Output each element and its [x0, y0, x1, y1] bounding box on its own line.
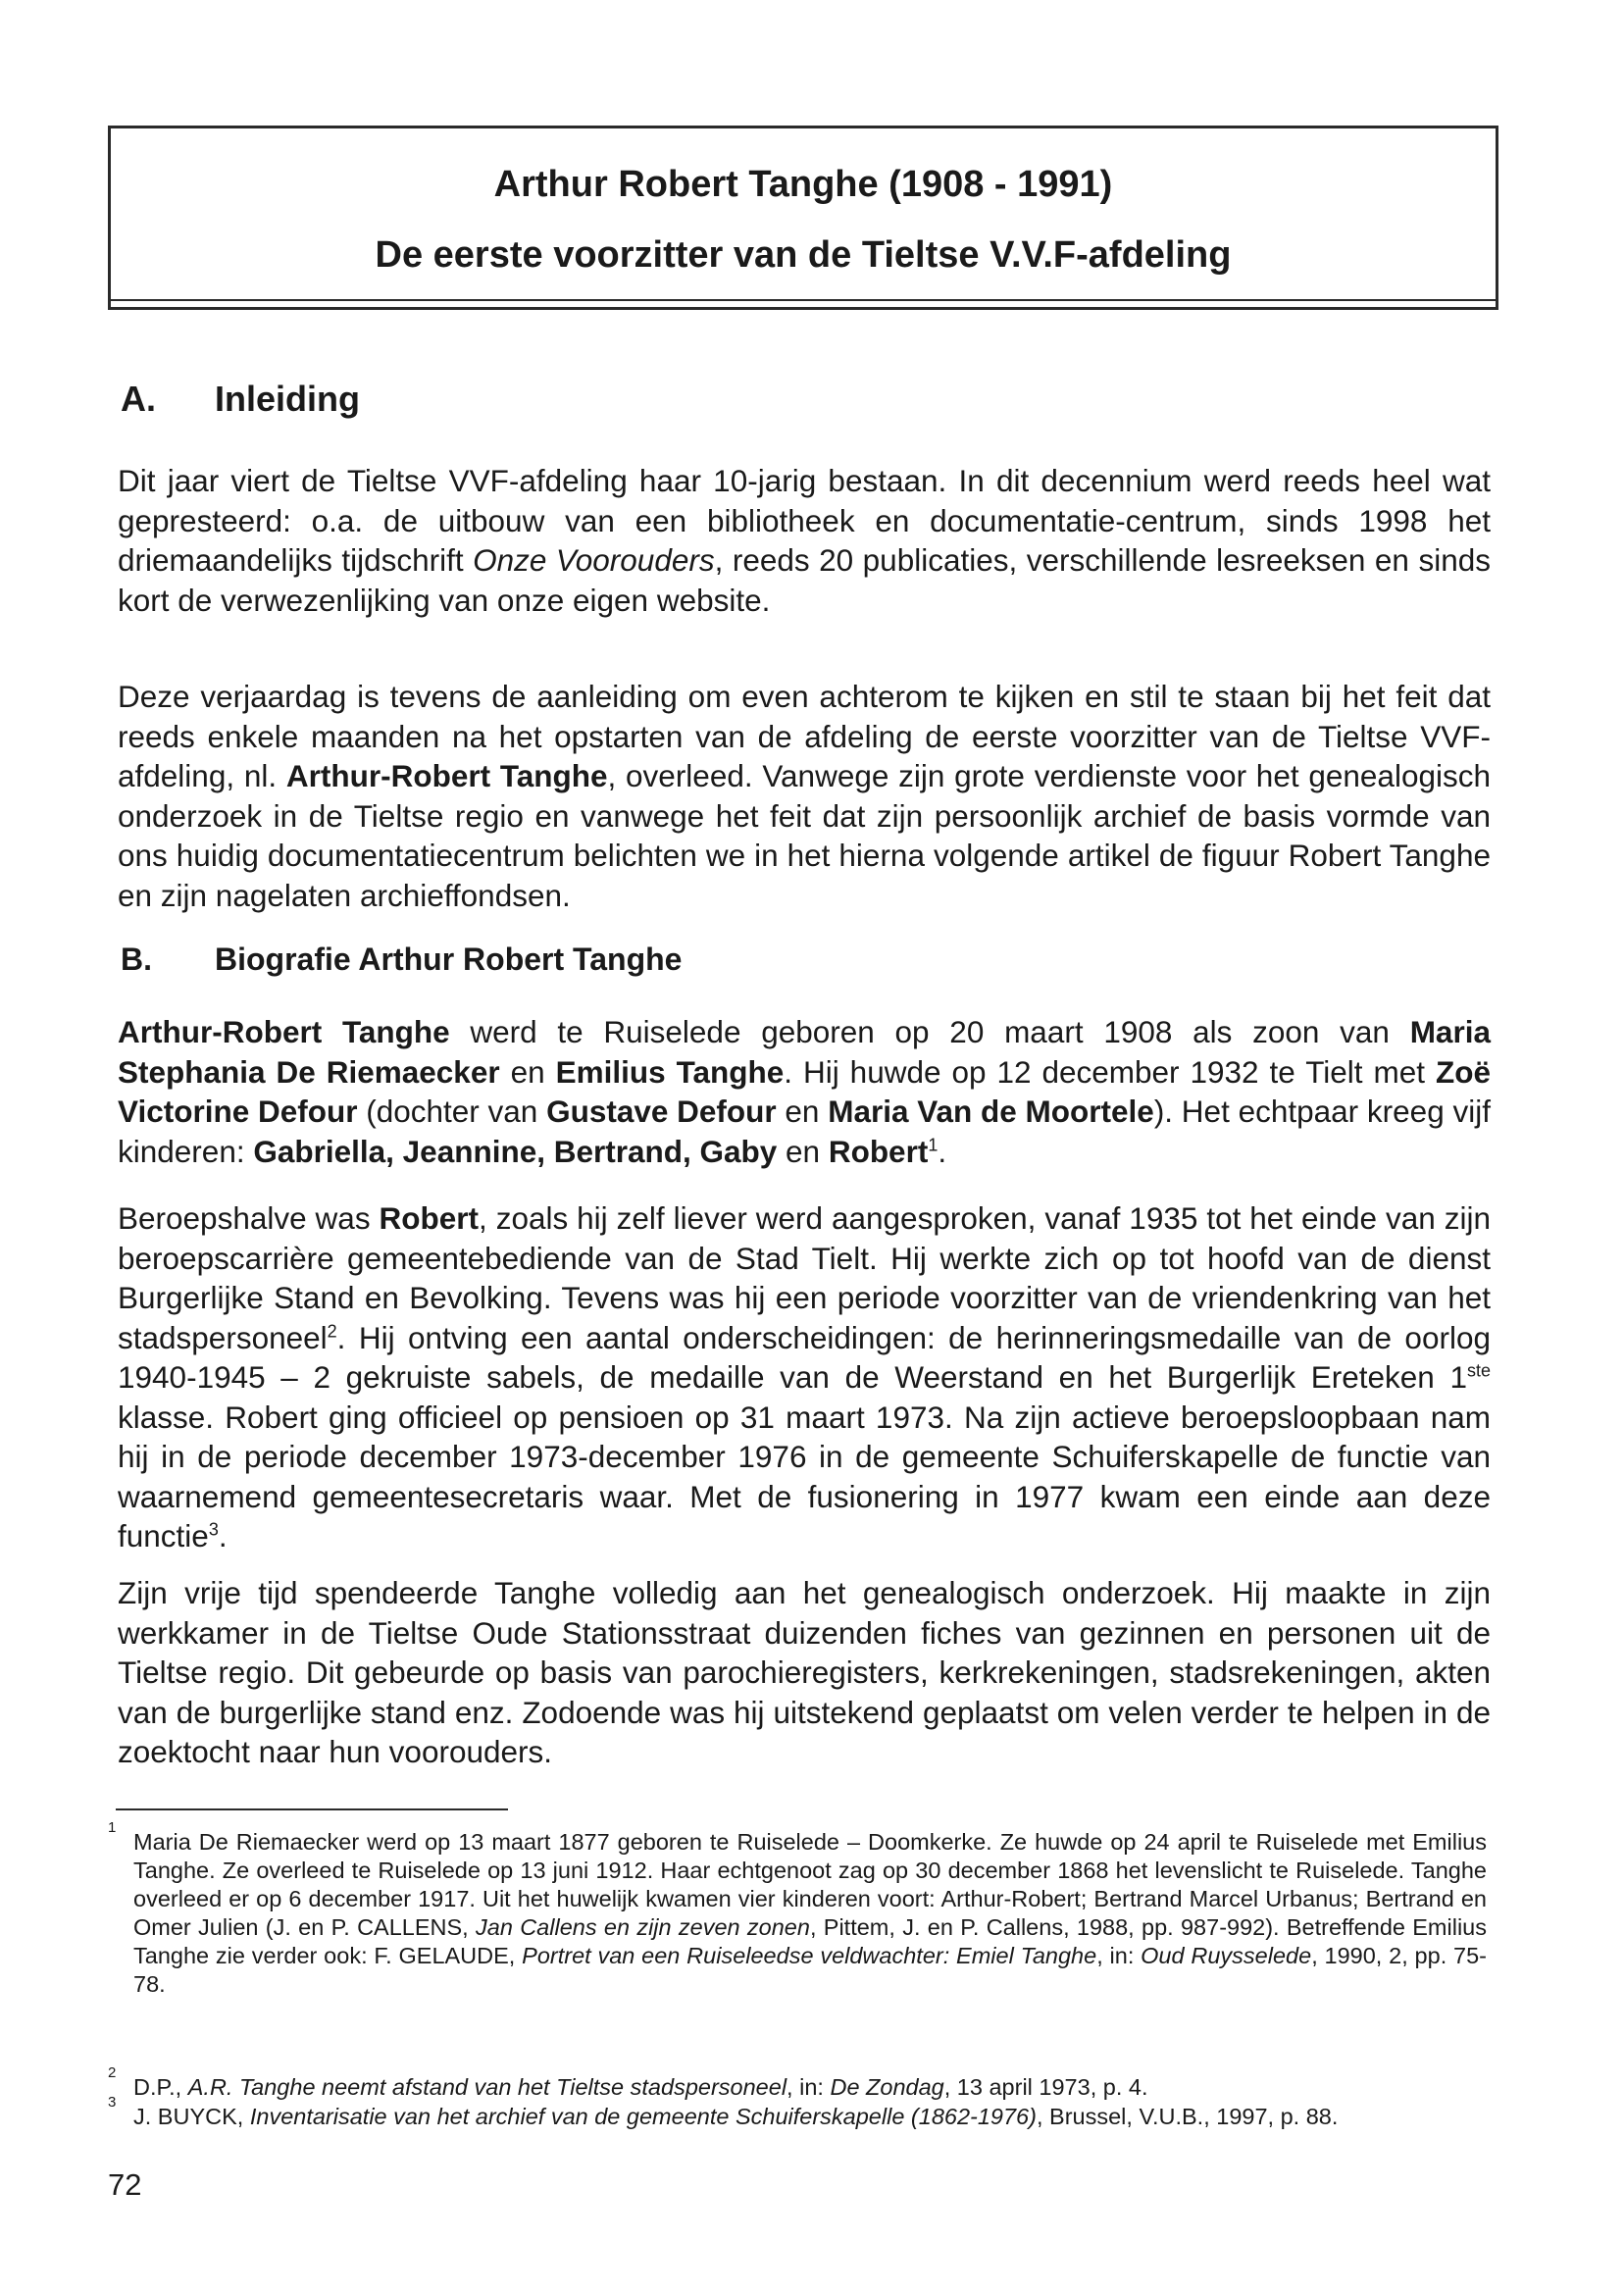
name-bold: Maria Stephania De Riemaecker — [118, 1014, 1491, 1090]
article-title-ref: A.R. Tanghe neemt afstand van het Tieltse stadspersoneel — [187, 2074, 787, 2100]
bio-paragraph-1 — [118, 1012, 1491, 1171]
name-bold: Emilius Tanghe — [555, 1053, 785, 1090]
journal-title: Onze Voorouders — [473, 542, 715, 578]
text: werd te Ruiselede geboren op 20 maart 1908 als zoon van — [449, 1014, 1410, 1049]
article-title-ref: Portret van een Ruiseleedse veldwachter: Emiel Tanghe — [522, 1943, 1097, 1968]
footnote-ref: 2 — [327, 1321, 337, 1341]
section-a-title: Inleiding — [215, 379, 360, 419]
text: D.P., — [133, 2074, 188, 2100]
section-a-letter: A. — [121, 379, 156, 419]
footnote-ref: 3 — [208, 1519, 219, 1540]
section-b-title: Biografie Arthur Robert Tanghe — [215, 942, 683, 977]
name-bold: Maria Van de Moortele — [828, 1094, 1154, 1129]
bio-paragraph-3 — [118, 1573, 1491, 1772]
text: , reeds 20 publicaties, verschillende lesreeksen en sinds kort de verwezenlijking van onze eigen website. — [118, 542, 1491, 618]
bio-paragraph-2 — [118, 1198, 1491, 1556]
section-a-heading — [121, 379, 360, 420]
text: , 1990, 2, pp. 75-78. — [133, 1943, 1487, 1997]
footnote-3: $^3$J. BUYCK, Inventarisatie van het archief van de gemeente Schuiferskapelle (1862-1976), Brussel, V.U.B., 1997, p. 88. — [108, 2094, 1339, 2129]
journal-title: Oud Ruysselede — [1141, 1943, 1312, 1968]
text: . — [938, 1133, 947, 1169]
name-bold: Robert — [828, 1133, 929, 1169]
text: , in: — [787, 2074, 831, 2100]
article-title: Arthur Robert Tanghe (1908 - 1991) — [493, 164, 1113, 205]
text: en — [499, 1053, 556, 1090]
name-bold: Gabriella, Jeannine, Bertrand, Gaby — [253, 1133, 778, 1169]
text: (dochter van — [357, 1094, 547, 1129]
text: Dit jaar viert de Tieltse VVF-afdeling haar 10-jarig bestaan. In dit decennium werd reeds heel wat gepresteerd: o.a. de uitbouw van een bibliotheek en documentatie-centrum, sinds 1998 het driemaandelijks tijdschrift — [118, 463, 1491, 578]
name-bold: Arthur-Robert Tanghe — [285, 758, 608, 793]
text: . Hij huwde op 12 december 1932 te Tielt met — [784, 1053, 1436, 1090]
text: klasse. Robert ging officieel op pensioen op 31 maart 1973. Na zijn actieve beroepsloopbaan nam hij in de periode december 1973-december 1976 in de gemeente Schuiferskapelle de functie van waarnemend gemeentesecretaris waar. Met de fusionering in 1977 kwam een einde aan deze functie — [118, 1399, 1491, 1553]
text: Deze verjaardag is tevens de aanleiding om even achterom te kijken en stil te staan bij het feit dat reeds enkele maanden na het opstarten van de afdeling de eerste voorzitter van de Tieltse VVF-afdeling, nl. — [118, 679, 1491, 793]
article-subtitle: De eerste voorzitter van de Tieltse V.V.F-afdeling — [375, 234, 1232, 276]
footnote-1: $^1$Maria De Riemaecker werd op 13 maart 1877 geboren te Ruiselede – Doomkerke. Ze huwde op 24 april te Ruiselede met Emilius Tanghe. Ze overleed te Ruiselede op 13 juni 1912. Haar echtgenoot zag op 30 december 1868 het levenslicht te Ruiselede. Tanghe overleed er op 6 december 1917. Uit het huwelijk kwamen vier kinderen voort: Arthur-Robert; Bertrand Marcel Urbanus; Bertrand en Omer Julien (J. en P. CALLENS, Jan Callens en zijn zeven zonen, Pittem, J. en P. Callens, 1988, pp. 987-992). Betreffende Emilius Tanghe zie verder ook: F. GELAUDE, Portret van een Ruiseleedse veldwachter: Emiel Tanghe, in: Oud Ruysselede, 1990, 2, pp. 75-78. — [108, 1819, 1487, 1997]
section-b-letter: B. — [121, 942, 152, 977]
title-box — [108, 126, 1498, 310]
text: , in: — [1096, 1943, 1142, 1968]
book-title: Inventarisatie van het archief van de gemeente Schuiferskapelle (1862-1976) — [249, 2104, 1037, 2129]
text: , 13 april 1973, p. 4. — [943, 2074, 1148, 2100]
text: . Hij ontving een aantal onderscheidingen: de herinneringsmedaille van de oorlog 1940-1945 – 2 gekruiste sabels, de medaille van de Weerstand en het Burgerlijk Ereteken 1 — [118, 1319, 1491, 1395]
ordinal-suffix: ste — [1466, 1360, 1491, 1381]
text: Maria De Riemaecker werd op 13 maart 1877 geboren te Ruiselede – Doomkerke. Ze huwde op 24 april te Ruiselede met Emilius Tanghe. Ze overleed te Ruiselede op 13 juni 1912. Haar echtgenoot zag op 30 december 1868 het levenslicht te Ruiselede. Tanghe overleed er op 6 december 1917. Uit het huwelijk kwamen vier kinderen voort: Arthur-Robert; Bertrand Marcel Urbanus; Bertrand en Omer Julien (J. en P. CALLENS, — [133, 1829, 1487, 1940]
text: ). Het echtpaar kreeg vijf kinderen: — [118, 1094, 1491, 1169]
text: , Pittem, J. en P. Callens, 1988, pp. 987-992). Betreffende Emilius Tanghe zie verder ook: F. GELAUDE, — [133, 1914, 1487, 1968]
text: . — [218, 1518, 228, 1553]
text: Beroepshalve was — [118, 1200, 380, 1236]
title-box-rule — [111, 299, 1496, 301]
footnote-2: $^2$D.P., A.R. Tanghe neemt afstand van het Tieltse stadspersoneel, in: De Zondag, 13 april 1973, p. 4. — [108, 2064, 1148, 2100]
name-bold: Robert — [379, 1200, 480, 1236]
intro-paragraph-1 — [118, 461, 1491, 620]
text: , overleed. Vanwege zijn grote verdienste voor het genealogisch onderzoek in de Tieltse regio en vanwege het feit dat zijn persoonlijk archief de basis vormde van ons huidig documentatiecentrum belichten we in het hierna volgende artikel de figuur Robert Tanghe en zijn nagelaten archieffondsen. — [118, 758, 1491, 913]
book-title: Jan Callens en zijn zeven zonen — [476, 1914, 810, 1940]
intro-paragraph-2 — [118, 677, 1491, 915]
text: Zijn vrije tijd spendeerde Tanghe volledig aan het genealogisch onderzoek. Hij maakte in zijn werkkamer in de Tieltse Oude Stationsstraat duizenden fiches van gezinnen en personen uit de Tieltse regio. Dit gebeurde op basis van parochieregisters, kerkrekeningen, stadsrekeningen, akten van de burgerlijke stand enz. Zodoende was hij uitstekend geplaatst om velen verder te helpen in de zoektocht naar hun voorouders. — [118, 1575, 1491, 1769]
page-number: 72 — [108, 2167, 142, 2202]
text: en — [777, 1133, 829, 1169]
section-b-heading — [121, 942, 682, 978]
footnote-separator — [116, 1808, 508, 1810]
name-bold: Arthur-Robert Tanghe — [118, 1014, 450, 1049]
name-bold: Gustave Defour — [546, 1094, 777, 1129]
name-bold: Zoë Victorine Defour — [118, 1053, 1491, 1129]
text: , zoals hij zelf liever werd aangesproken, vanaf 1935 tot het einde van zijn beroepscarrière gemeentebediende van de Stad Tielt. Hij werkte zich op tot hoofd van de dienst Burgerlijke Stand en Bevolking. Tevens was hij een periode voorzitter van de vriendenkring van het stadspersoneel — [118, 1200, 1491, 1355]
text: , Brussel, V.U.B., 1997, p. 88. — [1036, 2104, 1339, 2129]
journal-title: De Zondag — [830, 2074, 944, 2100]
text: en — [776, 1094, 829, 1129]
footnote-ref: 1 — [928, 1135, 939, 1154]
text: J. BUYCK, — [133, 2104, 250, 2129]
